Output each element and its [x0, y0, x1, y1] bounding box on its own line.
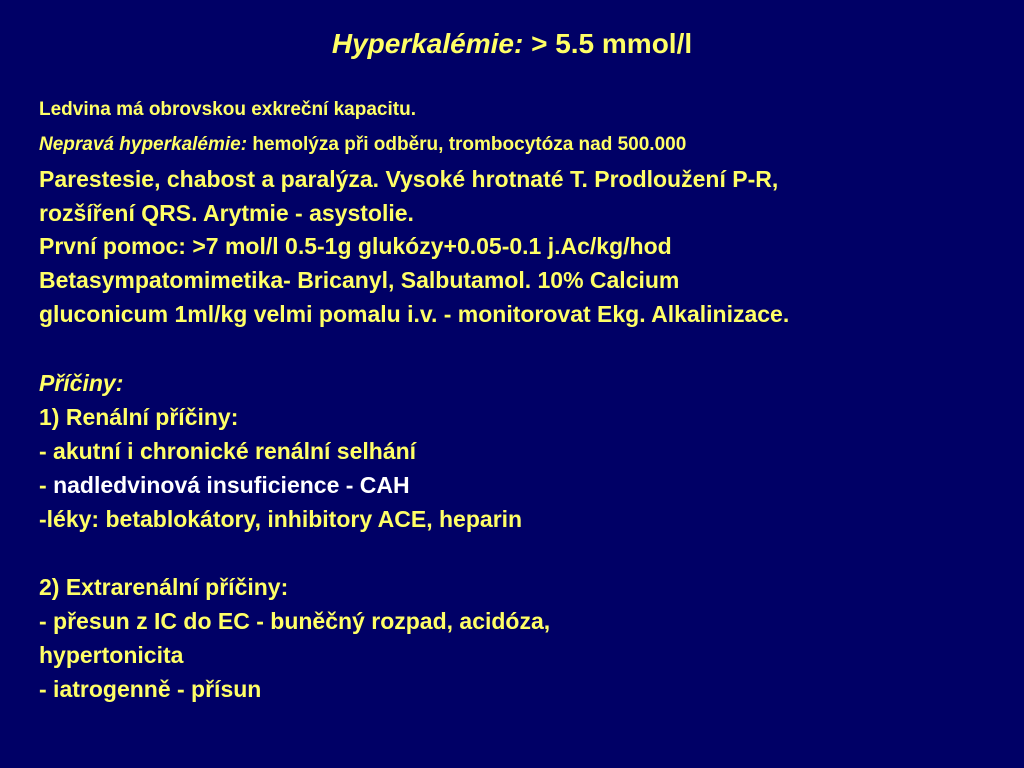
extrarenal-cause-shift: - přesun z IC do EC - buněčný rozpad, acidóza,: [39, 608, 551, 634]
renal-cause-drugs: -léky: betablokátory, inhibitory ACE, heparin: [39, 506, 523, 532]
body-line-symptoms: Parestesie, chabost a paralýza. Vysoké hrotnaté T. Prodloužení P-R,: [39, 166, 779, 192]
causes-heading: Příčiny:: [39, 370, 124, 396]
renal-cause-adrenal-text: nadledvinová insuficience - CAH: [53, 472, 410, 498]
body-line-ecg: rozšíření QRS. Arytmie - asystolie.: [39, 200, 414, 226]
renal-cause-failure: - akutní i chronické renální selhání: [39, 438, 417, 464]
pseudo-hyperkalemia-label: Nepravá hyperkalémie:: [39, 134, 248, 155]
slide-title: [0, 24, 1024, 64]
title-text: Hyperkalémie:: [331, 28, 524, 59]
extrarenal-cause-iatrogenic: - iatrogenně - přísun: [39, 676, 262, 702]
extrarenal-cause-shift-cont: hypertonicita: [39, 642, 184, 668]
body-line-beta-agonists: Betasympatomimetika- Bricanyl, Salbutamol. 10% Calcium: [39, 267, 680, 293]
renal-cause-adrenal-prefix: -: [39, 472, 54, 498]
renal-causes-heading: 1) Renální příčiny:: [39, 404, 239, 430]
intro-line-pseudo: [39, 133, 686, 157]
extrarenal-causes-heading: 2) Extrarenální příčiny:: [39, 574, 289, 600]
body-line-first-aid: První pomoc: >7 mol/l 0.5-1g glukózy+0.05-0.1 j.Ac/kg/hod: [39, 233, 672, 259]
title-threshold: > 5.5 mmol/l: [531, 28, 693, 59]
pseudo-hyperkalemia-text: hemolýza při odběru, trombocytóza nad 500.000: [252, 134, 687, 155]
renal-cause-adrenal: [39, 468, 410, 502]
body-line-calcium: gluconicum 1ml/kg velmi pomalu i.v. - monitorovat Ekg. Alkalinizace.: [39, 301, 790, 327]
intro-line-kidney: Ledvina má obrovskou exkreční kapacitu.: [39, 99, 416, 120]
